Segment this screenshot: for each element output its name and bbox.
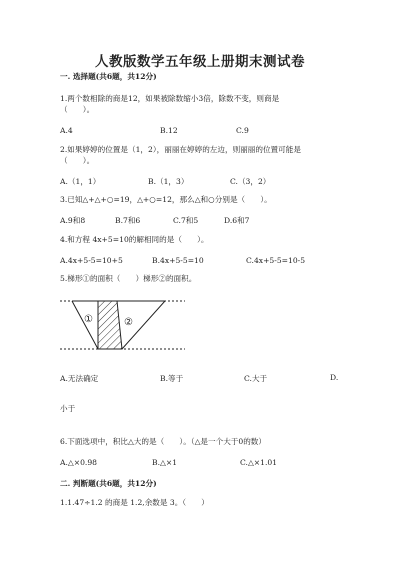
question-6-option-a: A.△×0.98 <box>60 458 98 467</box>
question-3-option-a: A.9和8 <box>60 216 86 225</box>
question-5-text: 5.梯形①的面积（ ）梯形②的面积。 <box>60 274 197 283</box>
question-6-option-b: B.△×1 <box>152 458 178 467</box>
question-2-option-a: A.（1，1） <box>60 177 101 186</box>
question-5-option-d: D. <box>330 373 339 382</box>
question-4-option-a: A.4x+5-5=10+5 <box>60 256 123 265</box>
question-2-text: 2.如果婷婷的位置是（1，2），丽丽在婷婷的左边，则丽丽的位置可能是 <box>60 145 301 154</box>
question-4-text: 4.和方程 4x+5=10的解相同的是（ ）。 <box>60 235 209 244</box>
figure-label-1: ① <box>84 314 93 325</box>
question-5-option-b: B.等于 <box>160 374 184 383</box>
question-4-option-b: B.4x+5-5=10 <box>152 256 204 265</box>
question-5-option-a: A.无法确定 <box>60 374 99 383</box>
question-6-option-c: C.△×1.01 <box>240 458 278 467</box>
question-6-text: 6.下面选项中，积比△大的是（ ）。（△是一个大于0的数） <box>60 437 266 446</box>
question-1-option-c: C.9 <box>236 126 249 135</box>
question-5-option-c: C.大于 <box>244 374 268 383</box>
question-3-text: 3.已知△+△+○=19，△+○=12，那么△和○分别是（ ）。 <box>60 195 272 204</box>
question-1-option-a: A.4 <box>60 126 73 135</box>
section-heading-choice: 一. 选择题(共6题，共12分) <box>60 72 157 81</box>
question-4-option-c: C.4x+5-5=10-5 <box>246 256 306 265</box>
hatched-region <box>98 301 122 349</box>
question-2-option-c: C.（3，2） <box>230 177 271 186</box>
question-3-option-c: C.7和5 <box>173 216 199 225</box>
question-3-option-b: B.7和6 <box>115 216 141 225</box>
page-title: 人教版数学五年级上册期末测试卷 <box>95 54 305 70</box>
figure-label-2: ② <box>124 317 133 328</box>
section-heading-judge: 二. 判断题(共6题，共12分) <box>60 479 157 488</box>
question-1-text: 1.两个数相除的商是12，如果被除数缩小3倍，除数不变，则商是 <box>60 94 280 103</box>
trapezoid-figure <box>60 296 190 358</box>
question-5-option-d-text: 小于 <box>60 404 76 413</box>
question-1-option-b: B.12 <box>160 126 178 135</box>
question-2-option-b: B.（1，3） <box>148 177 189 186</box>
question-2-blank: （ ）。 <box>60 156 95 165</box>
question-3-option-d: D.6和7 <box>224 216 250 225</box>
judge-1-text: 1.1.47÷1.2 的商是 1.2,余数是 3。（ ） <box>60 498 209 507</box>
question-1-blank: （ ）。 <box>60 105 95 114</box>
